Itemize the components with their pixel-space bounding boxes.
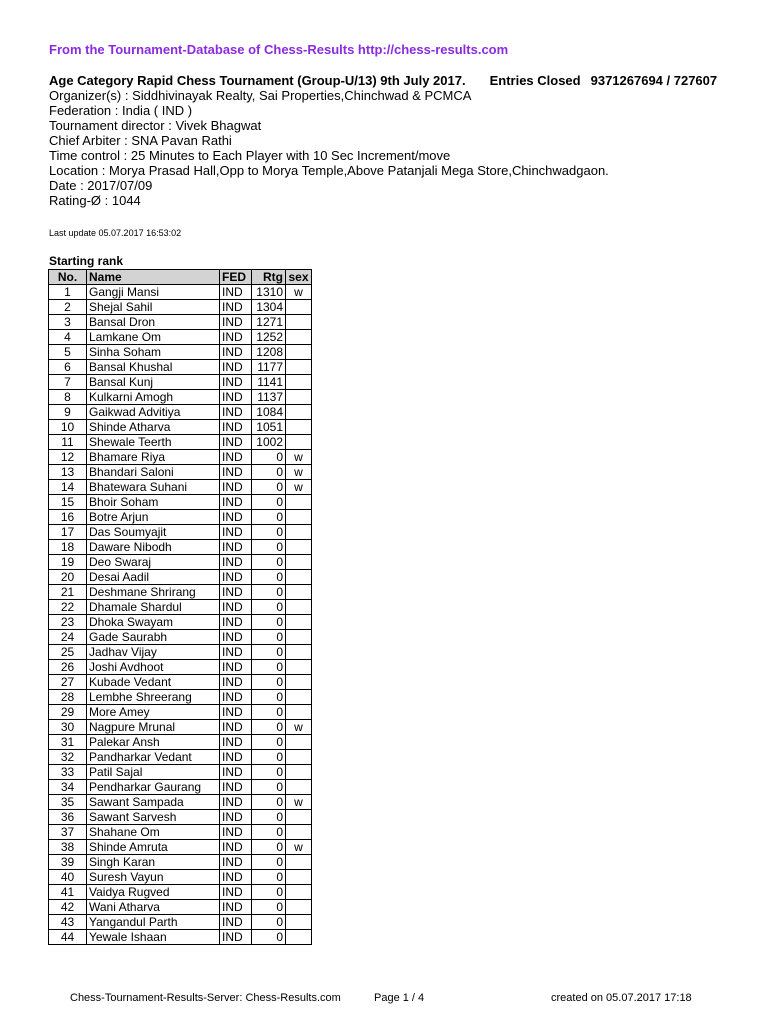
- col-header-sex: sex: [286, 270, 312, 285]
- cell-no: 14: [49, 480, 87, 495]
- cell-fed: IND: [220, 540, 252, 555]
- cell-no: 5: [49, 345, 87, 360]
- cell-rtg: 0: [252, 450, 286, 465]
- cell-name: Dhamale Shardul: [87, 600, 220, 615]
- location-line: Location : Morya Prasad Hall,Opp to Morya Temple,Above Patanjali Mega Store,Chinchwadgaon.: [49, 163, 609, 178]
- table-row: [49, 390, 312, 405]
- cell-sex: [286, 585, 312, 600]
- table-row: [49, 420, 312, 435]
- cell-fed: IND: [220, 795, 252, 810]
- cell-name: Jadhav Vijay: [87, 645, 220, 660]
- cell-rtg: 0: [252, 570, 286, 585]
- cell-sex: [286, 705, 312, 720]
- cell-name: More Amey: [87, 705, 220, 720]
- cell-name: Bhandari Saloni: [87, 465, 220, 480]
- cell-rtg: 0: [252, 675, 286, 690]
- cell-sex: [286, 525, 312, 540]
- cell-no: 20: [49, 570, 87, 585]
- footer-created: created on 05.07.2017 17:18: [551, 992, 692, 1004]
- cell-rtg: 0: [252, 660, 286, 675]
- cell-sex: [286, 870, 312, 885]
- cell-fed: IND: [220, 810, 252, 825]
- cell-rtg: 0: [252, 825, 286, 840]
- cell-rtg: 1208: [252, 345, 286, 360]
- cell-no: 32: [49, 750, 87, 765]
- cell-sex: [286, 675, 312, 690]
- cell-no: 16: [49, 510, 87, 525]
- cell-name: Pendharkar Gaurang: [87, 780, 220, 795]
- cell-name: Bansal Dron: [87, 315, 220, 330]
- table-row: [49, 750, 312, 765]
- cell-name: Sawant Sampada: [87, 795, 220, 810]
- table-row: [49, 315, 312, 330]
- cell-sex: [286, 825, 312, 840]
- cell-rtg: 1002: [252, 435, 286, 450]
- col-header-rtg: Rtg: [252, 270, 286, 285]
- cell-name: Daware Nibodh: [87, 540, 220, 555]
- cell-sex: w: [286, 465, 312, 480]
- cell-no: 19: [49, 555, 87, 570]
- cell-rtg: 0: [252, 630, 286, 645]
- cell-sex: [286, 645, 312, 660]
- time-control-line: Time control : 25 Minutes to Each Player with 10 Sec Increment/move: [49, 148, 451, 163]
- cell-rtg: 0: [252, 690, 286, 705]
- cell-fed: IND: [220, 390, 252, 405]
- cell-fed: IND: [220, 300, 252, 315]
- cell-fed: IND: [220, 420, 252, 435]
- cell-fed: IND: [220, 900, 252, 915]
- cell-rtg: 1137: [252, 390, 286, 405]
- cell-fed: IND: [220, 585, 252, 600]
- rating-line: Rating-Ø : 1044: [49, 193, 141, 208]
- table-row: [49, 540, 312, 555]
- table-row: [49, 855, 312, 870]
- cell-name: Shinde Atharva: [87, 420, 220, 435]
- cell-fed: IND: [220, 690, 252, 705]
- table-row: [49, 675, 312, 690]
- cell-name: Deshmane Shrirang: [87, 585, 220, 600]
- table-row: [49, 360, 312, 375]
- cell-sex: w: [286, 285, 312, 300]
- cell-no: 41: [49, 885, 87, 900]
- cell-name: Palekar Ansh: [87, 735, 220, 750]
- cell-no: 25: [49, 645, 87, 660]
- table-row: [49, 570, 312, 585]
- cell-no: 36: [49, 810, 87, 825]
- cell-name: Gaikwad Advitiya: [87, 405, 220, 420]
- table-header-row: [49, 270, 312, 285]
- cell-sex: w: [286, 480, 312, 495]
- cell-fed: IND: [220, 435, 252, 450]
- cell-sex: [286, 435, 312, 450]
- cell-sex: [286, 405, 312, 420]
- table-row: [49, 870, 312, 885]
- cell-sex: [286, 900, 312, 915]
- cell-name: Vaidya Rugved: [87, 885, 220, 900]
- cell-name: Suresh Vayun: [87, 870, 220, 885]
- cell-fed: IND: [220, 345, 252, 360]
- cell-no: 42: [49, 900, 87, 915]
- cell-no: 13: [49, 465, 87, 480]
- cell-no: 1: [49, 285, 87, 300]
- cell-no: 24: [49, 630, 87, 645]
- table-row: [49, 810, 312, 825]
- table-row: [49, 735, 312, 750]
- cell-rtg: 0: [252, 735, 286, 750]
- cell-rtg: 0: [252, 855, 286, 870]
- cell-rtg: 0: [252, 600, 286, 615]
- table-row: [49, 600, 312, 615]
- table-row: [49, 285, 312, 300]
- cell-sex: [286, 690, 312, 705]
- cell-sex: [286, 495, 312, 510]
- table-row: [49, 450, 312, 465]
- cell-sex: [286, 540, 312, 555]
- cell-rtg: 0: [252, 705, 286, 720]
- cell-name: Wani Atharva: [87, 900, 220, 915]
- cell-no: 35: [49, 795, 87, 810]
- cell-fed: IND: [220, 630, 252, 645]
- cell-fed: IND: [220, 600, 252, 615]
- cell-sex: w: [286, 840, 312, 855]
- cell-sex: [286, 570, 312, 585]
- table-row: [49, 825, 312, 840]
- footer-server: Chess-Tournament-Results-Server: Chess-Results.com: [70, 992, 341, 1004]
- col-header-no: No.: [49, 270, 87, 285]
- cell-fed: IND: [220, 780, 252, 795]
- cell-rtg: 0: [252, 780, 286, 795]
- table-row: [49, 720, 312, 735]
- table-row: [49, 405, 312, 420]
- cell-fed: IND: [220, 525, 252, 540]
- footer-page-number: Page 1 / 4: [374, 992, 425, 1004]
- cell-sex: [286, 300, 312, 315]
- col-header-name: Name: [87, 270, 220, 285]
- cell-fed: IND: [220, 840, 252, 855]
- cell-sex: w: [286, 450, 312, 465]
- cell-rtg: 0: [252, 930, 286, 945]
- cell-no: 17: [49, 525, 87, 540]
- entries-closed-label: Entries Closed: [489, 73, 581, 88]
- cell-rtg: 0: [252, 765, 286, 780]
- cell-fed: IND: [220, 360, 252, 375]
- cell-sex: [286, 855, 312, 870]
- cell-rtg: 0: [252, 585, 286, 600]
- table-row: [49, 690, 312, 705]
- table-row: [49, 660, 312, 675]
- cell-rtg: 0: [252, 555, 286, 570]
- cell-rtg: 0: [252, 750, 286, 765]
- cell-fed: IND: [220, 375, 252, 390]
- cell-rtg: 0: [252, 915, 286, 930]
- cell-sex: [286, 810, 312, 825]
- table-row: [49, 885, 312, 900]
- cell-name: Bansal Khushal: [87, 360, 220, 375]
- cell-sex: w: [286, 720, 312, 735]
- cell-rtg: 1084: [252, 405, 286, 420]
- cell-sex: [286, 420, 312, 435]
- cell-fed: IND: [220, 765, 252, 780]
- cell-sex: [286, 600, 312, 615]
- cell-rtg: 1304: [252, 300, 286, 315]
- cell-rtg: 1252: [252, 330, 286, 345]
- cell-no: 34: [49, 780, 87, 795]
- cell-no: 38: [49, 840, 87, 855]
- cell-sex: [286, 390, 312, 405]
- cell-sex: [286, 330, 312, 345]
- cell-fed: IND: [220, 735, 252, 750]
- table-row: [49, 495, 312, 510]
- cell-fed: IND: [220, 750, 252, 765]
- cell-name: Bansal Kunj: [87, 375, 220, 390]
- cell-name: Lamkane Om: [87, 330, 220, 345]
- cell-fed: IND: [220, 930, 252, 945]
- cell-fed: IND: [220, 720, 252, 735]
- cell-fed: IND: [220, 330, 252, 345]
- cell-name: Gade Saurabh: [87, 630, 220, 645]
- cell-name: Shinde Amruta: [87, 840, 220, 855]
- cell-name: Yewale Ishaan: [87, 930, 220, 945]
- table-row: [49, 705, 312, 720]
- cell-rtg: 0: [252, 840, 286, 855]
- table-row: [49, 615, 312, 630]
- cell-fed: IND: [220, 285, 252, 300]
- cell-no: 37: [49, 825, 87, 840]
- starting-rank-table: [48, 269, 312, 945]
- cell-no: 26: [49, 660, 87, 675]
- cell-no: 22: [49, 600, 87, 615]
- cell-name: Singh Karan: [87, 855, 220, 870]
- cell-rtg: 0: [252, 900, 286, 915]
- cell-rtg: 0: [252, 870, 286, 885]
- cell-no: 23: [49, 615, 87, 630]
- table-row: [49, 930, 312, 945]
- cell-rtg: 0: [252, 510, 286, 525]
- cell-sex: [286, 510, 312, 525]
- cell-fed: IND: [220, 615, 252, 630]
- cell-sex: [286, 630, 312, 645]
- table-row: [49, 375, 312, 390]
- tournament-name: Age Category Rapid Chess Tournament (Group-U/13) 9th July 2017.: [49, 73, 466, 88]
- cell-sex: [286, 885, 312, 900]
- cell-fed: IND: [220, 315, 252, 330]
- cell-fed: IND: [220, 570, 252, 585]
- cell-name: Shewale Teerth: [87, 435, 220, 450]
- cell-sex: [286, 360, 312, 375]
- cell-no: 9: [49, 405, 87, 420]
- cell-fed: IND: [220, 885, 252, 900]
- cell-rtg: 0: [252, 525, 286, 540]
- contact-phones: 9371267694 / 727607: [590, 73, 718, 88]
- cell-name: Yangandul Parth: [87, 915, 220, 930]
- cell-no: 8: [49, 390, 87, 405]
- cell-name: Sawant Sarvesh: [87, 810, 220, 825]
- table-row: [49, 435, 312, 450]
- table-row: [49, 630, 312, 645]
- cell-name: Das Soumyajit: [87, 525, 220, 540]
- cell-rtg: 1051: [252, 420, 286, 435]
- last-update: Last update 05.07.2017 16:53:02: [49, 228, 182, 238]
- cell-rtg: 0: [252, 795, 286, 810]
- cell-name: Shejal Sahil: [87, 300, 220, 315]
- cell-fed: IND: [220, 450, 252, 465]
- cell-fed: IND: [220, 825, 252, 840]
- cell-no: 27: [49, 675, 87, 690]
- cell-name: Bhatewara Suhani: [87, 480, 220, 495]
- cell-sex: [286, 765, 312, 780]
- cell-name: Shahane Om: [87, 825, 220, 840]
- col-header-fed: FED: [220, 270, 252, 285]
- cell-name: Botre Arjun: [87, 510, 220, 525]
- cell-no: 31: [49, 735, 87, 750]
- table-row: [49, 585, 312, 600]
- chess-results-link[interactable]: From the Tournament-Database of Chess-Results http://chess-results.com: [49, 42, 509, 57]
- starting-rank-title: Starting rank: [49, 254, 124, 268]
- cell-no: 43: [49, 915, 87, 930]
- cell-fed: IND: [220, 660, 252, 675]
- cell-fed: IND: [220, 675, 252, 690]
- cell-fed: IND: [220, 645, 252, 660]
- cell-rtg: 0: [252, 720, 286, 735]
- director-line: Tournament director : Vivek Bhagwat: [49, 118, 262, 133]
- cell-name: Gangji Mansi: [87, 285, 220, 300]
- table-row: [49, 345, 312, 360]
- cell-sex: [286, 615, 312, 630]
- cell-name: Bhoir Soham: [87, 495, 220, 510]
- cell-no: 12: [49, 450, 87, 465]
- cell-fed: IND: [220, 465, 252, 480]
- cell-fed: IND: [220, 555, 252, 570]
- cell-fed: IND: [220, 870, 252, 885]
- cell-fed: IND: [220, 705, 252, 720]
- cell-no: 39: [49, 855, 87, 870]
- cell-name: Joshi Avdhoot: [87, 660, 220, 675]
- tournament-title: [49, 73, 768, 88]
- cell-fed: IND: [220, 855, 252, 870]
- table-row: [49, 330, 312, 345]
- cell-sex: [286, 915, 312, 930]
- cell-fed: IND: [220, 510, 252, 525]
- cell-rtg: 1310: [252, 285, 286, 300]
- cell-sex: [286, 750, 312, 765]
- cell-name: Lembhe Shreerang: [87, 690, 220, 705]
- cell-no: 11: [49, 435, 87, 450]
- cell-sex: [286, 660, 312, 675]
- cell-rtg: 0: [252, 480, 286, 495]
- cell-rtg: 0: [252, 885, 286, 900]
- table-row: [49, 525, 312, 540]
- cell-no: 21: [49, 585, 87, 600]
- cell-rtg: 1141: [252, 375, 286, 390]
- table-row: [49, 465, 312, 480]
- cell-sex: [286, 555, 312, 570]
- cell-name: Dhoka Swayam: [87, 615, 220, 630]
- cell-no: 40: [49, 870, 87, 885]
- cell-name: Kubade Vedant: [87, 675, 220, 690]
- cell-sex: [286, 930, 312, 945]
- cell-no: 15: [49, 495, 87, 510]
- cell-sex: [286, 780, 312, 795]
- cell-no: 18: [49, 540, 87, 555]
- arbiter-line: Chief Arbiter : SNA Pavan Rathi: [49, 133, 232, 148]
- cell-name: Sinha Soham: [87, 345, 220, 360]
- table-row: [49, 780, 312, 795]
- table-row: [49, 765, 312, 780]
- cell-sex: [286, 315, 312, 330]
- table-row: [49, 840, 312, 855]
- table-row: [49, 645, 312, 660]
- cell-name: Nagpure Mrunal: [87, 720, 220, 735]
- cell-name: Patil Sajal: [87, 765, 220, 780]
- cell-name: Kulkarni Amogh: [87, 390, 220, 405]
- table-row: [49, 300, 312, 315]
- cell-no: 4: [49, 330, 87, 345]
- cell-rtg: 0: [252, 540, 286, 555]
- cell-rtg: 1271: [252, 315, 286, 330]
- cell-no: 30: [49, 720, 87, 735]
- cell-no: 28: [49, 690, 87, 705]
- cell-rtg: 0: [252, 645, 286, 660]
- cell-no: 3: [49, 315, 87, 330]
- cell-no: 6: [49, 360, 87, 375]
- cell-fed: IND: [220, 405, 252, 420]
- cell-fed: IND: [220, 480, 252, 495]
- cell-no: 29: [49, 705, 87, 720]
- table-row: [49, 510, 312, 525]
- cell-name: Desai Aadil: [87, 570, 220, 585]
- cell-sex: [286, 345, 312, 360]
- cell-no: 2: [49, 300, 87, 315]
- cell-name: Bhamare Riya: [87, 450, 220, 465]
- cell-name: Deo Swaraj: [87, 555, 220, 570]
- cell-fed: IND: [220, 915, 252, 930]
- table-row: [49, 555, 312, 570]
- cell-rtg: 0: [252, 465, 286, 480]
- cell-rtg: 1177: [252, 360, 286, 375]
- table-row: [49, 480, 312, 495]
- table-row: [49, 915, 312, 930]
- cell-no: 33: [49, 765, 87, 780]
- cell-sex: [286, 735, 312, 750]
- date-line: Date : 2017/07/09: [49, 178, 153, 193]
- cell-no: 7: [49, 375, 87, 390]
- cell-no: 44: [49, 930, 87, 945]
- cell-no: 10: [49, 420, 87, 435]
- cell-rtg: 0: [252, 495, 286, 510]
- cell-fed: IND: [220, 495, 252, 510]
- table-row: [49, 900, 312, 915]
- cell-name: Pandharkar Vedant: [87, 750, 220, 765]
- federation-line: Federation : India ( IND ): [49, 103, 193, 118]
- cell-rtg: 0: [252, 810, 286, 825]
- cell-rtg: 0: [252, 615, 286, 630]
- cell-sex: w: [286, 795, 312, 810]
- cell-sex: [286, 375, 312, 390]
- table-row: [49, 795, 312, 810]
- organizer-line: Organizer(s) : Siddhivinayak Realty, Sai Properties,Chinchwad & PCMCA: [49, 88, 472, 103]
